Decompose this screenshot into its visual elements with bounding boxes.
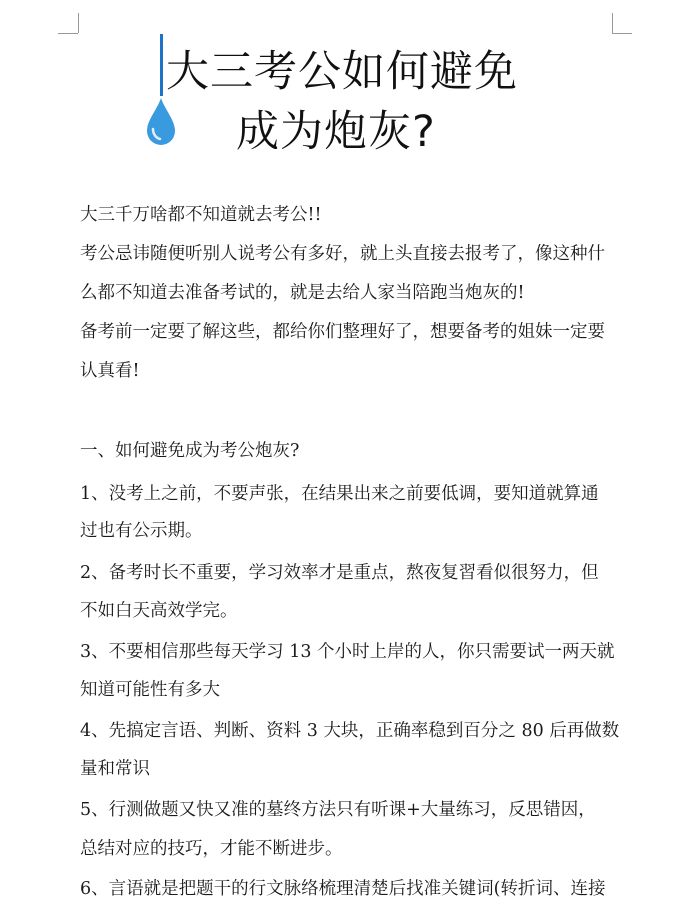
list-item-6-line-1: 6、言语就是把题干的行文脉络梳理清楚后找准关键词(转折词、连接 — [80, 879, 606, 899]
crop-mark-top-left-horizontal — [58, 33, 78, 34]
intro-paragraph-3-line-1: 备考前一定要了解这些，都给你们整理好了，想要备考的姐妹一定要 — [80, 322, 605, 342]
list-item-1-line-2: 过也有公示期。 — [80, 521, 203, 541]
list-item-4-line-2: 量和常识 — [80, 759, 150, 779]
list-item-3-line-2: 知道可能性有多大 — [80, 680, 220, 700]
list-item-4-line-1: 4、先搞定言语、判断、资料 3 大块，正确率稳到百分之 80 后再做数 — [80, 721, 620, 741]
list-item-2-line-2: 不如白天高效学完。 — [80, 601, 238, 621]
list-item-5-line-2: 总结对应的技巧，才能不断进步。 — [80, 839, 343, 859]
intro-paragraph-1: 大三千万啥都不知道就去考公!! — [80, 205, 322, 225]
text-cursor-bar — [160, 34, 163, 96]
crop-mark-top-right-horizontal — [612, 33, 632, 34]
intro-paragraph-2-line-2: 么都不知道去准备考试的，就是去给人家当陪跑当炮灰的! — [80, 283, 525, 303]
intro-paragraph-3-line-2: 认真看! — [80, 361, 140, 381]
page-title-line-1: 大三考公如何避免 — [166, 47, 518, 97]
crop-mark-top-left-vertical — [78, 13, 79, 33]
list-item-2-line-1: 2、备考时长不重要，学习效率才是重点，熬夜复習看似很努力，但 — [80, 563, 599, 583]
crop-mark-top-right-vertical — [612, 13, 613, 33]
page-title-line-2: 成为炮灰? — [236, 107, 436, 157]
list-item-5-line-1: 5、行测做题又快又准的墓终方法只有听课+大量练习，反思错因， — [80, 800, 596, 820]
list-item-3-line-1: 3、不要相信那些每天学习 13 个小时上岸的人，你只需要试一两天就 — [80, 642, 615, 662]
water-drop-icon — [144, 96, 178, 148]
intro-paragraph-2-line-1: 考公忌讳随便听别人说考公有多好，就上头直接去报考了，像这种什 — [80, 244, 605, 264]
section-heading: 一、如何避免成为考公炮灰? — [80, 441, 300, 461]
list-item-1-line-1: 1、没考上之前，不要声张，在结果出来之前要低调，要知道就算通 — [80, 484, 599, 504]
